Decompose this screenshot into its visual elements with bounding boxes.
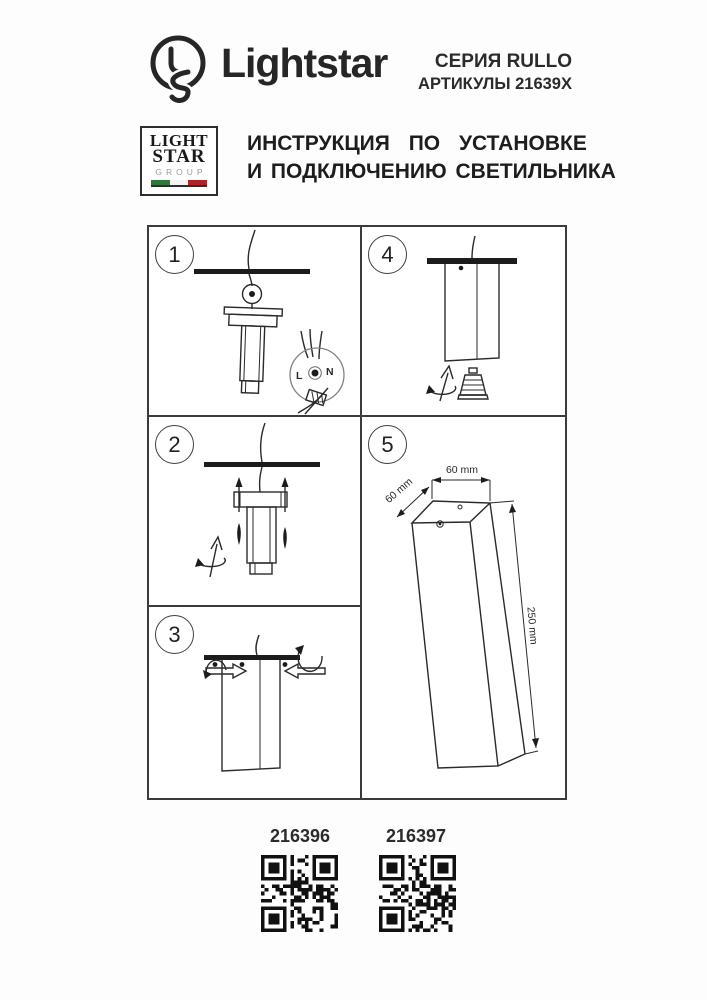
qr-code: [261, 855, 338, 932]
series-label: СЕРИЯ RULLO: [434, 51, 572, 72]
terminal-block: [306, 390, 327, 406]
lightstar-group-logo: [140, 126, 218, 196]
instruction-diagram-grid: [147, 225, 567, 800]
step-number-1: 1: [155, 235, 194, 274]
suspension-wire: [256, 635, 259, 655]
step-panel-1: [149, 227, 360, 415]
italian-flag-stripe: [151, 180, 207, 187]
dim-top-label: 60 mm: [445, 464, 479, 476]
fixture-body: [222, 660, 280, 771]
header-series-block: [418, 50, 572, 95]
dimension-height: [490, 501, 540, 754]
product-code-216397: 216397: [385, 826, 447, 846]
step-number-5: 5: [368, 425, 407, 464]
mounting-bracket: [234, 492, 287, 574]
fixture-isometric: [412, 501, 525, 768]
product-code-216396: 216396: [269, 826, 331, 846]
title-line-1: ИНСТРУКЦИЯ ПО УСТАНОВКЕ: [247, 132, 587, 155]
qr-code: [379, 855, 456, 932]
dimension-depth: [383, 476, 429, 517]
lightstar-bulb-logo-icon: [140, 32, 220, 108]
logo-box-light: LIGHT: [149, 131, 209, 150]
suspension-wire: [260, 423, 265, 492]
step-panel-5: [362, 417, 565, 798]
brand-wordmark: Lightstar: [221, 40, 388, 86]
rotate-arrow-icon: [195, 537, 225, 577]
fixture-body: [445, 264, 499, 361]
canopy-mount: [243, 285, 262, 310]
wiring-detail: [290, 329, 344, 414]
step-panel-2: [149, 417, 360, 605]
terminal-l-label: L: [296, 370, 303, 382]
screw-head: [459, 266, 464, 271]
dimension-top-width: [432, 464, 490, 501]
slide-right-arrow: [206, 664, 246, 678]
terminal-n-label: N: [326, 366, 334, 378]
bulb-icon: [458, 368, 488, 399]
step-number-3: 3: [155, 615, 194, 654]
step-panel-4: [362, 227, 565, 415]
suspension-wire: [472, 236, 475, 258]
diagram-step-5: [362, 417, 565, 798]
pendant-fixture: [221, 307, 282, 394]
suspension-wire: [248, 230, 255, 286]
dim-depth-label: 60 mm: [382, 475, 416, 506]
logo-box-star: STAR: [152, 146, 206, 167]
ceiling-bar: [194, 269, 310, 274]
step-number-2: 2: [155, 425, 194, 464]
ceiling-bar: [427, 258, 517, 264]
step-panel-3: [149, 607, 360, 798]
screw-icons: [237, 523, 287, 549]
ceiling-bar: [204, 655, 300, 660]
step-number-4: 4: [368, 235, 407, 274]
rotate-arrow-icon: [426, 366, 456, 401]
title-line-2: И ПОДКЛЮЧЕНИЮ СВЕТИЛЬНИКА: [247, 160, 616, 183]
ceiling-bar: [204, 462, 320, 467]
articles-label: АРТИКУЛЫ 21639X: [418, 75, 572, 93]
logo-box-group: GROUP: [155, 167, 207, 177]
dim-height-label: 250 mm: [524, 606, 540, 646]
instruction-title: [247, 130, 616, 186]
